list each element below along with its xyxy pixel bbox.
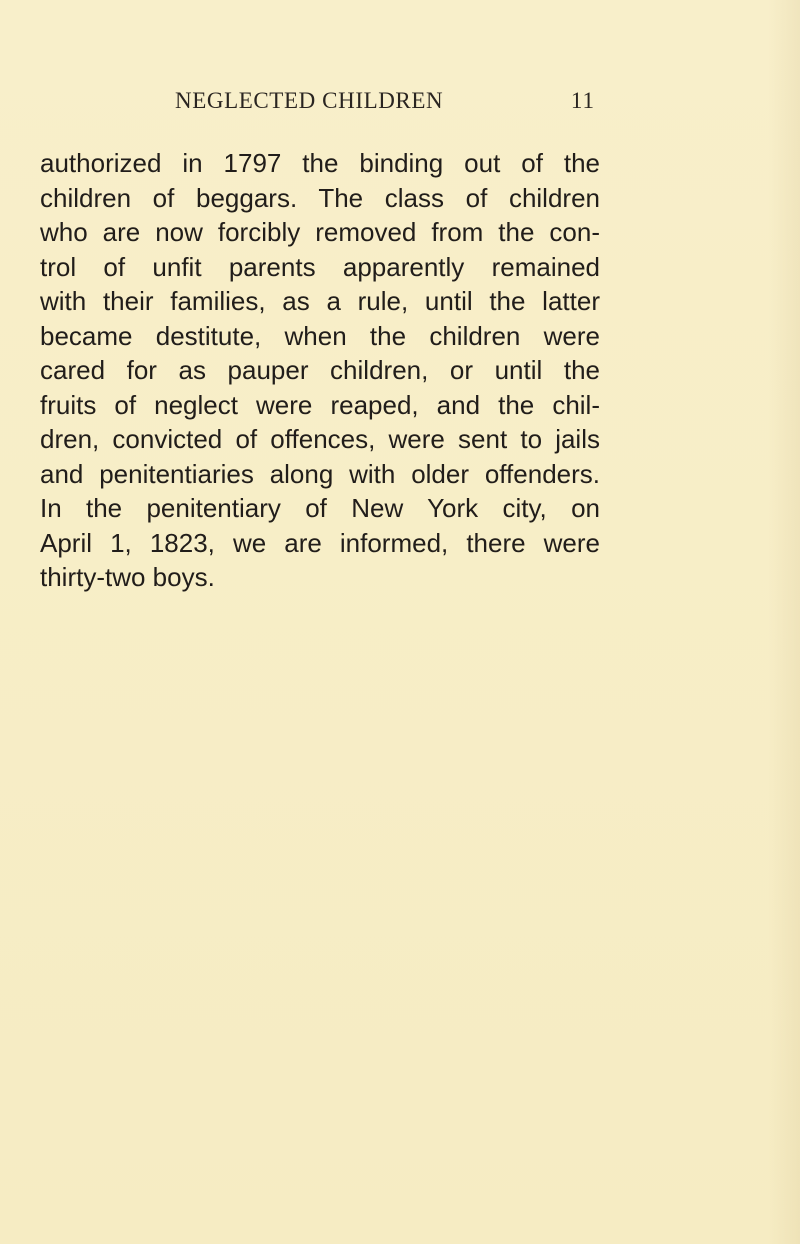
- text-line: In the penitentiary of New York city, on: [40, 493, 600, 523]
- running-title: NEGLECTED CHILDREN: [175, 88, 444, 113]
- text-line: dren, convicted of offences, were sent to jails: [40, 424, 600, 454]
- text-line: trol of unfit parents apparently remained: [40, 251, 600, 282]
- text-line: authorized in 1797 the binding out of the: [40, 148, 600, 178]
- text-line: thirty-two boys.: [40, 562, 215, 592]
- text-line: fruits of neglect were reaped, and the chil-: [40, 389, 600, 420]
- body-paragraph: [40, 146, 600, 595]
- text-line: who are now forcibly removed from the con-: [40, 217, 600, 247]
- text-line: April 1, 1823, we are informed, there were: [40, 527, 600, 558]
- running-head: [175, 88, 595, 118]
- text-line: became destitute, when the children were: [40, 320, 600, 351]
- text-line: with their families, as a rule, until the latter: [40, 286, 600, 316]
- page-number: 11: [570, 88, 595, 113]
- text-line: children of beggars. The class of children: [40, 182, 600, 213]
- text-line: cared for as pauper children, or until the: [40, 355, 600, 385]
- text-line: and penitentiaries along with older offenders.: [40, 458, 600, 489]
